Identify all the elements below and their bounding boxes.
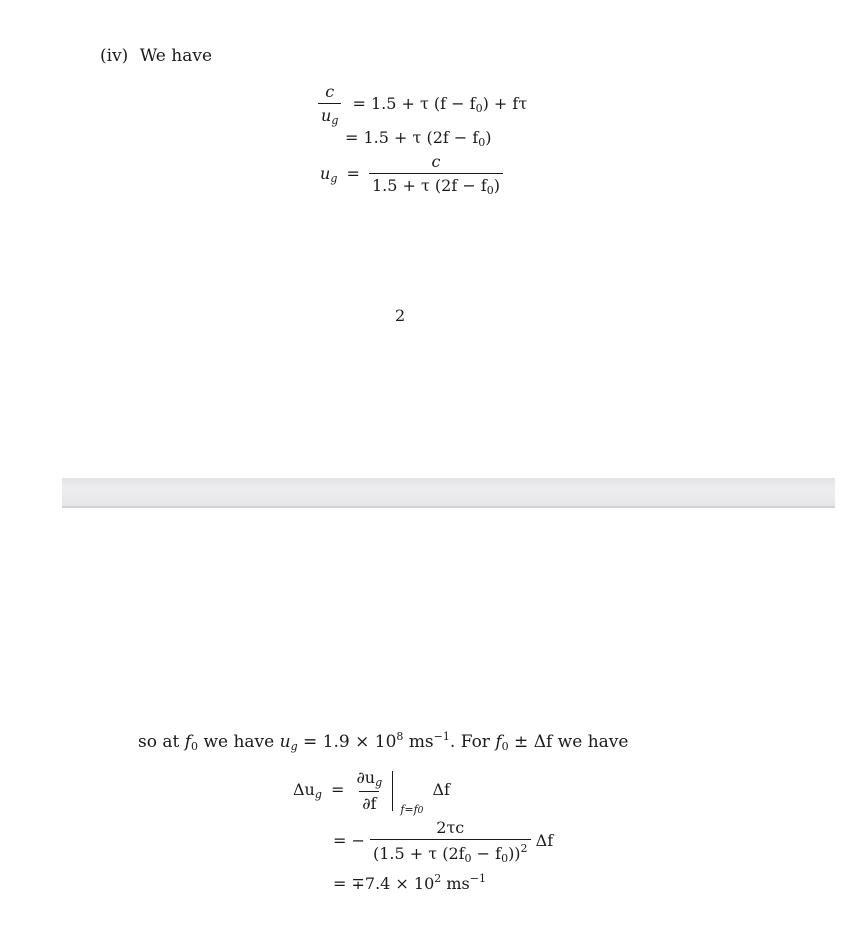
equation-1-line-3: $u_g$ = $\frac{c}{1.5 + \tau (2f - f_0)}$ xyxy=(320,152,503,197)
partial-derivative-fraction: $\frac{\partial u_g}{\partial f}$ xyxy=(356,768,383,813)
ug-formula-fraction: $\frac{c}{1.5 + \tau (2f - f_0)}$ xyxy=(369,152,503,197)
evaluation-point: f=f0 xyxy=(400,803,424,816)
equation-2-line-2: = − $\frac{2\tau c}{(1.5 + \tau (2f_0 - f_0))^2}$ Δf xyxy=(333,818,554,865)
fraction-numerator: c xyxy=(325,82,335,101)
part-label-line xyxy=(100,46,212,66)
derivative-evaluated-fraction: $\frac{2\tau c}{(1.5 + \tau (2f_0 - f_0))^2}$ xyxy=(370,818,531,865)
equation-1-rhs: = 1.5 + τ (f − f xyxy=(352,94,476,113)
sentence-line: so at $f_0$ we have $u_g = 1.9 \times 10^8$ $ms^{-1}$. For $f_0 \pm \Delta f$ we have xyxy=(138,730,629,753)
equation-2-line-3: = $\mp 7.4 \times 10^2$ $ms^{-1}$ xyxy=(333,872,486,893)
equation-2-line-1: $\Delta u_g$ = $\frac{\partial u_g}{\partial f}$ f=f0 Δf xyxy=(293,768,450,816)
part-label: (iv) xyxy=(100,46,129,66)
equation-1-line-1: $\frac{c}{u_g}$ = 1.5 + τ $(f - f_0) + f\tau$ xyxy=(318,82,527,127)
evaluation-bar xyxy=(392,771,393,811)
equation-1-line-2: = 1.5 + τ $(2f - f_0)$ xyxy=(345,128,492,149)
intro-text: We have xyxy=(139,46,213,66)
c-over-ug-fraction xyxy=(318,82,341,127)
fraction-denominator: $u_g$ xyxy=(318,103,341,127)
page-number: 2 xyxy=(395,306,406,325)
page-divider xyxy=(62,478,835,508)
